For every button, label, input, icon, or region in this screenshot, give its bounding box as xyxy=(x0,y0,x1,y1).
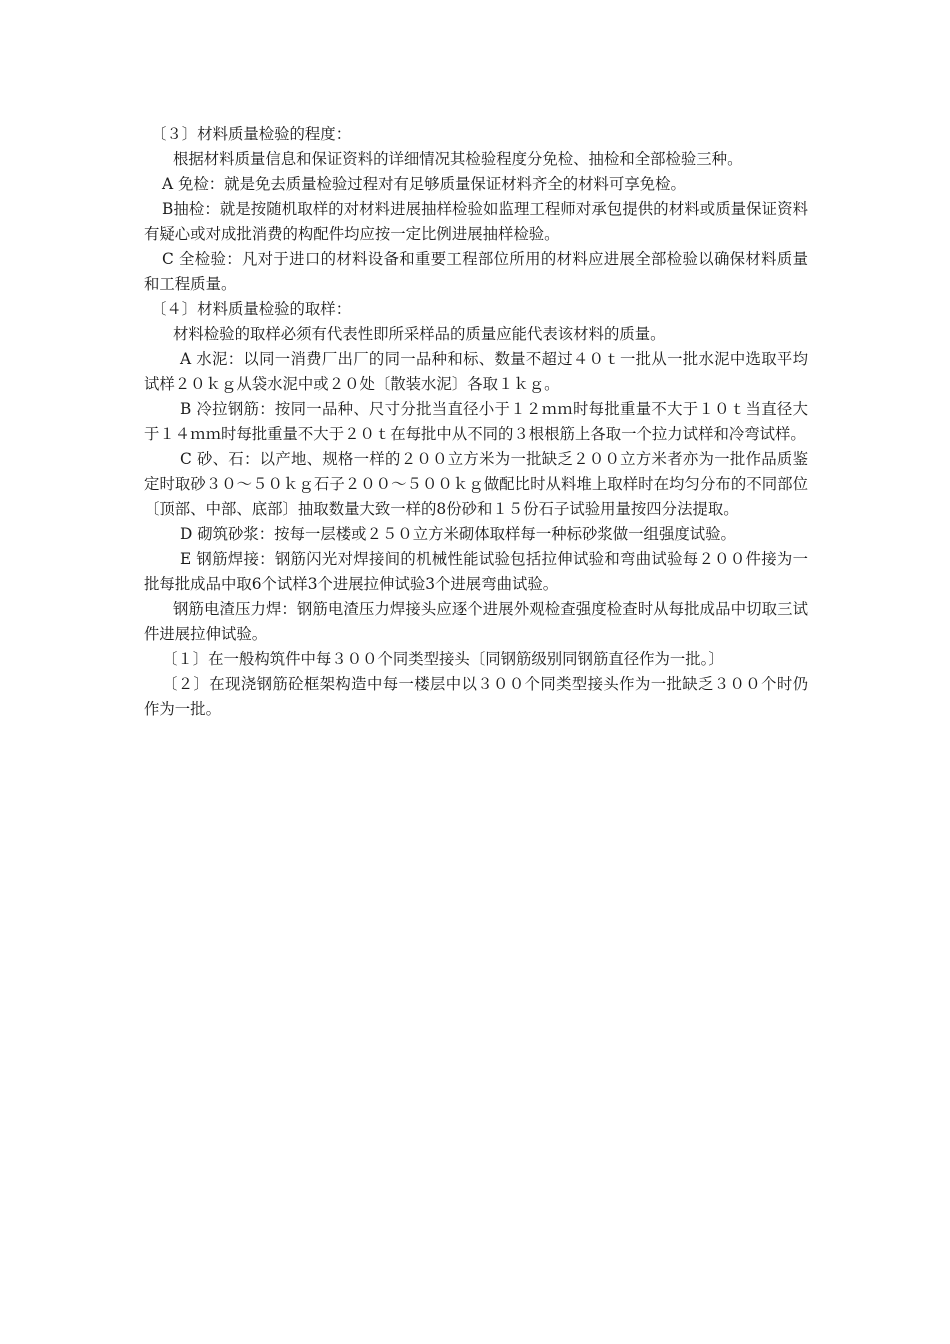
paragraph-sand-stone: C 砂、石：以产地、规格一样的２００立方米为一批缺乏２００立方米者亦为一批作品质鉴定时取砂３０～５０ｋｇ石子２００～５００ｋｇ做配比时从料堆上取样时在均匀分布的不同部位〔顶部、中部、底部〕抽取数量大致一样的8份砂和１５份石子试验用量按四分法提取。 xyxy=(144,450,808,518)
paragraph-sampling-inspection: B抽检：就是按随机取样的对材料进展抽样检验如监理工程师对承包提供的材料或质量保证资料有疑心或对成批消费的构配件均应按一定比例进展抽样检验。 xyxy=(144,200,808,243)
paragraph-steel-welding: E 钢筋焊接：钢筋闪光对焊接间的机械性能试验包括拉伸试验和弯曲试验每２００件接为一批每批成品中取6个试样3个进展拉伸试验3个进展弯曲试验。 xyxy=(144,550,808,593)
paragraph-electroslag-welding: 钢筋电渣压力焊：钢筋电渣压力焊接头应逐个进展外观检查强度检查时从每批成品中切取三试件进展拉伸试验。 xyxy=(144,600,808,643)
paragraph-exemption: A 免检：就是免去质量检验过程对有足够质量保证材料齐全的材料可享免检。 xyxy=(162,175,686,193)
paragraph-masonry-mortar: D 砌筑砂浆：按每一层楼或２５０立方米砌体取样每一种标砂浆做一组强度试验。 xyxy=(180,525,736,543)
document-page xyxy=(144,122,808,722)
heading-sampling: 〔４〕材料质量检验的取样： xyxy=(151,300,352,318)
paragraph-cold-drawn-steel: B 冷拉钢筋：按同一品种、尺寸分批当直径小于１２ｍｍ时每批重量不大于１０ｔ当直径大于１４ｍｍ时每批重量不大于２０ｔ在每批中从不同的３根根筋上各取一个拉力试样和冷弯试样。 xyxy=(144,400,808,443)
paragraph-full-inspection: C 全检验：凡对于进口的材料设备和重要工程部位所用的材料应进展全部检验以确保材料质量和工程质量。 xyxy=(144,250,808,293)
paragraph-sampling-intro: 材料检验的取样必须有代表性即所采样品的质量应能代表该材料的质量。 xyxy=(173,325,666,343)
paragraph-inspection-degree-intro: 根据材料质量信息和保证资料的详细情况其检验程度分免检、抽检和全部检验三种。 xyxy=(173,150,743,168)
list-item-cast-in-place-frame: 〔２〕在现浇钢筋砼框架构造中每一楼层中以３００个同类型接头作为一批缺乏３００个时仍作为一批。 xyxy=(144,675,808,718)
list-item-general-structure: 〔１〕在一般构筑件中每３００个同类型接头〔同钢筋级别同钢筋直径作为一批。〕 xyxy=(162,650,724,668)
paragraph-cement: A 水泥：以同一消费厂出厂的同一品种和标、数量不超过４０ｔ一批从一批水泥中选取平均试样２０ｋｇ从袋水泥中或２０处〔散装水泥〕各取１ｋｇ。 xyxy=(144,350,808,393)
heading-inspection-degree: 〔３〕材料质量检验的程度： xyxy=(151,125,352,143)
